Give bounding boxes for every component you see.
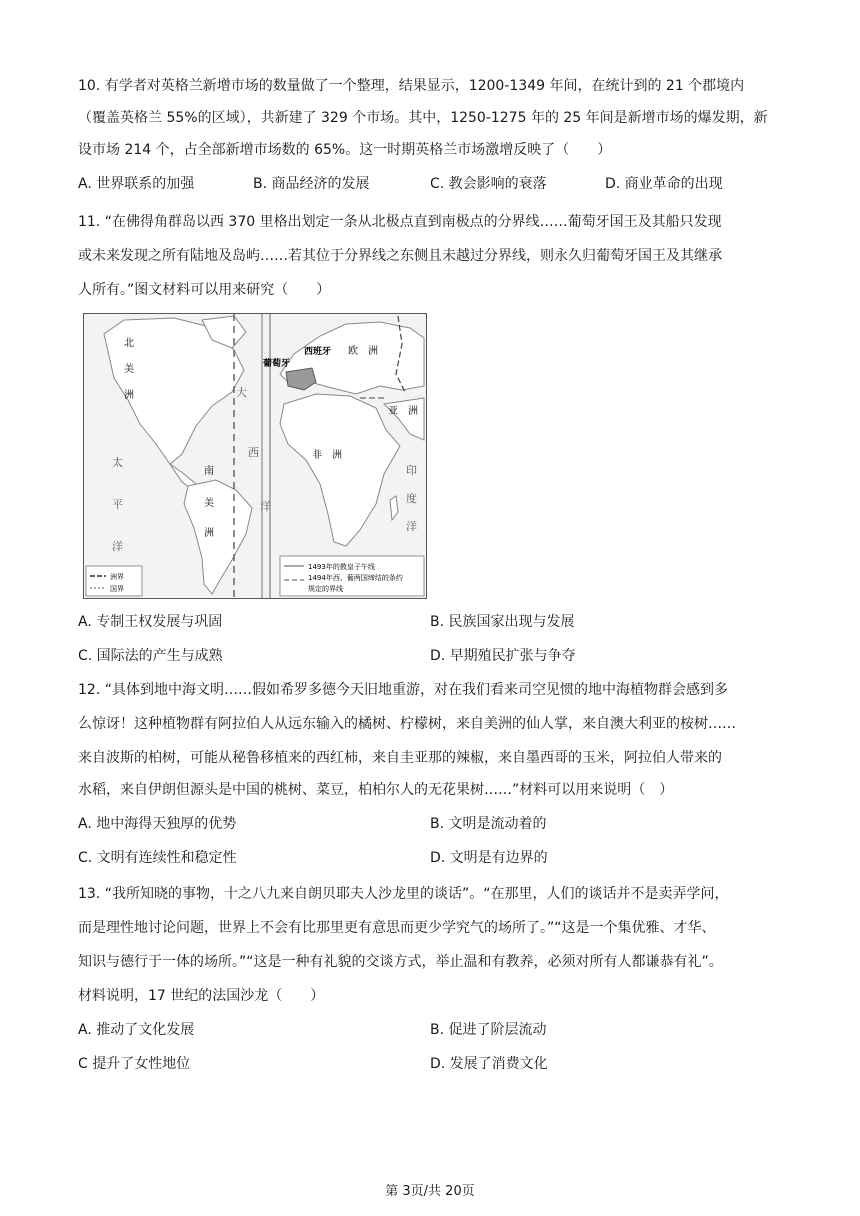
q13-line-2: 而是理性地讨论问题，世界上不会有比那里更有意思而更少学究气的场所了。”“这是一个集优雅、才华、: [78, 920, 716, 936]
q13-option-d: D. 发展了消费文化: [430, 1056, 548, 1072]
q13-option-c: C 提升了女性地位: [78, 1056, 191, 1072]
label-pacific-1: 太: [112, 456, 123, 469]
q12-option-a: A. 地中海得天独厚的优势: [78, 816, 237, 832]
legend-treaty-label-1: 1494年西、葡两国缔结的条约: [308, 574, 403, 582]
label-atlantic-1: 大: [236, 386, 247, 399]
q11-line-3: 人所有。”图文材料可以用来研究（ ）: [78, 282, 331, 298]
label-europe: 欧 洲: [348, 346, 378, 357]
q11-option-d: D. 早期殖民扩张与争夺: [430, 648, 576, 664]
q13-line-3: 知识与德行于一体的场所。”“这是一种有礼貌的交谈方式，举止温和有教养，必须对所有人都谦恭有礼”。: [78, 954, 723, 970]
q12-line-4: 水稻，来自伊朗但源头是中国的桃树、菜豆，柏柏尔人的无花果树……”材料可以用来说明（ ）: [78, 782, 674, 798]
q13-option-a: A. 推动了文化发展: [78, 1022, 195, 1038]
q13-line-4: 材料说明，17 世纪的法国沙龙（ ）: [78, 988, 325, 1004]
q13-option-b: B. 促进了阶层流动: [430, 1022, 547, 1038]
q10-line-2: （覆盖英格兰 55%的区域），共新建了 329 个市场。其中，1250-1275 年的 25 年间是新增市场的爆发期，新: [78, 110, 768, 126]
label-pacific-2: 平: [112, 498, 123, 511]
q10-option-d: D. 商业革命的出现: [605, 176, 723, 192]
q10-option-a: A. 世界联系的加强: [78, 176, 195, 192]
label-africa: 非 洲: [312, 450, 342, 461]
label-na-2: 美: [124, 364, 134, 375]
q11-option-b: B. 民族国家出现与发展: [430, 614, 575, 630]
q11-line-1: 11. “在佛得角群岛以西 370 里格出划定一条从北极点直到南极点的分界线……葡萄牙国王及其船只发现: [78, 214, 722, 230]
q11-option-c: C. 国际法的产生与成熟: [78, 648, 223, 664]
label-atlantic-2: 西: [248, 446, 259, 459]
q12-option-c: C. 文明有连续性和稳定性: [78, 850, 237, 866]
label-atlantic-3: 洋: [260, 500, 271, 513]
label-spain: 西班牙: [304, 347, 332, 357]
label-sa-2: 美: [204, 498, 214, 509]
q12-line-1: 12. “具体到地中海文明……假如希罗多德今天旧地重游，对在我们看来司空见惯的地中海植物群会感到多: [78, 682, 728, 698]
q12-option-d: D. 文明是有边界的: [430, 850, 548, 866]
legend-papal-label: 1493年的教皇子午线: [308, 563, 375, 571]
q10-option-b: B. 商品经济的发展: [253, 176, 370, 192]
legend-border-label: 国界: [110, 585, 124, 593]
q11-option-a: A. 专制王权发展与巩固: [78, 614, 223, 630]
q10-line-1: 10. 有学者对英格兰新增市场的数量做了一个整理，结果显示，1200-1349 年间，在统计到的 21 个郡境内: [78, 78, 745, 94]
map-svg: [84, 314, 426, 598]
q12-line-3: 来自波斯的柏树，可能从秘鲁移植来的西红柿，来自圭亚那的辣椒，来自墨西哥的玉米，阿拉伯人带来的: [78, 750, 722, 766]
q10-line-3: 设市场 214 个，占全部新增市场数的 65%。这一时期英格兰市场激增反映了（ ）: [78, 142, 612, 158]
label-na-3: 洲: [124, 390, 134, 401]
legend-treaty-label-2: 规定的界线: [308, 585, 343, 593]
world-map-figure: [83, 313, 427, 599]
legend-continent-label: 洲界: [110, 573, 124, 581]
label-indian-3: 洋: [406, 520, 417, 533]
q12-line-2: 么惊讶！这种植物群有阿拉伯人从远东输入的橘树、柠檬树，来自美洲的仙人掌，来自澳大利亚的桉树……: [78, 716, 736, 732]
q10-option-c: C. 教会影响的衰落: [430, 176, 547, 192]
label-na-1: 北: [124, 338, 134, 349]
q12-option-b: B. 文明是流动着的: [430, 816, 547, 832]
q11-line-2: 或未来发现之所有陆地及岛屿……若其位于分界线之东侧且未越过分界线，则永久归葡萄牙国王及其继承: [78, 248, 722, 264]
label-sa-3: 洲: [204, 528, 214, 539]
label-sa-1: 南: [204, 466, 214, 477]
q13-line-1: 13. “我所知晓的事物，十之八九来自朗贝耶夫人沙龙里的谈话”。“在那里，人们的谈话并不是卖弄学问，: [78, 886, 729, 902]
label-indian-1: 印: [406, 464, 417, 477]
page-number-footer: 第 3页/共 20页: [385, 1184, 475, 1199]
label-indian-2: 度: [406, 492, 417, 505]
label-asia: 亚 洲: [388, 406, 418, 417]
label-pacific-3: 洋: [112, 540, 123, 553]
label-portugal: 葡萄牙: [263, 359, 291, 369]
